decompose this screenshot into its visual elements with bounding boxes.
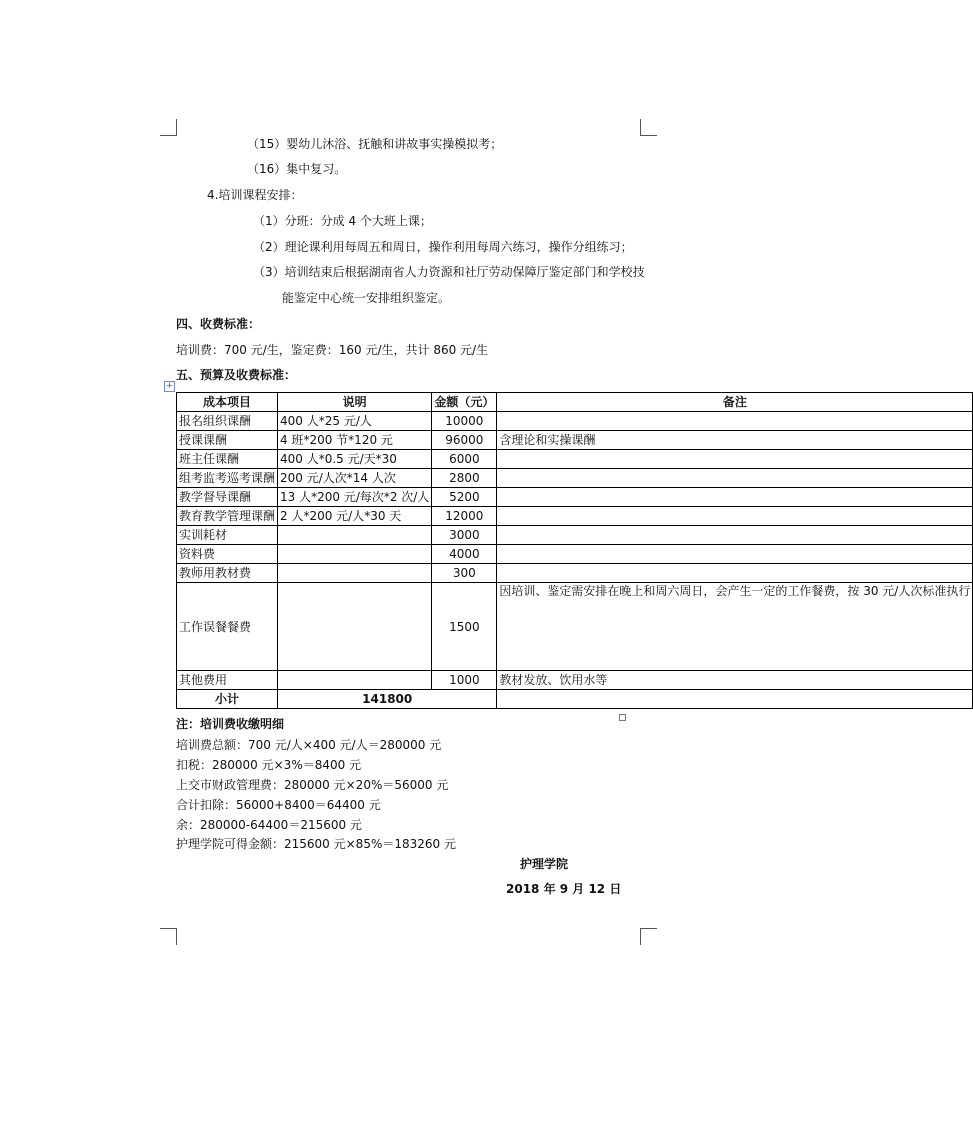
cell-desc: 13 人*200 元/每次*2 次/人 [278,488,432,507]
cell-amount: 5200 [432,488,497,507]
notes-line: 上交市财政管理费：280000 元×20%＝56000 元 [176,778,449,792]
table-row [177,507,973,526]
cell-amount: 4000 [432,545,497,564]
cell-note [497,545,973,564]
notes-line: 余：280000-64400＝215600 元 [176,818,362,832]
cell-amount: 96000 [432,431,497,450]
cell-amount: 300 [432,564,497,583]
table-row [177,450,973,469]
cell-note [497,564,973,583]
signature-org: 护理学院 [520,857,569,871]
notes-line: 培训费总额：700 元/人×400 元/人＝280000 元 [176,738,442,752]
cell-item: 实训耗材 [177,526,278,545]
cell-item: 教学督导课酬 [177,488,278,507]
cell-item: 资料费 [177,545,278,564]
cell-note [497,507,973,526]
table-header-row [177,393,973,412]
cell-desc [278,545,432,564]
crop-mark-top-left [160,119,177,136]
table-row [177,545,973,564]
cell-desc: 4 班*200 节*120 元 [278,431,432,450]
cell-item: 其他费用 [177,671,278,690]
cell-note: 含理论和实操课酬 [497,431,973,450]
cell-note: 因培训、鉴定需安排在晚上和周六周日，会产生一定的工作餐费，按 30 元/人次标准执行 [497,583,973,671]
cell-note [497,488,973,507]
cell-item: 教育教学管理课酬 [177,507,278,526]
cell-desc [278,583,432,671]
cell-note: 教材发放、饮用水等 [497,671,973,690]
cell-desc: 400 人*0.5 元/天*30 [278,450,432,469]
cell-item: 授课课酬 [177,431,278,450]
list-item-16: （16）集中复习。 [247,162,347,176]
table-row [177,526,973,545]
table-row [177,564,973,583]
resize-handle-icon[interactable] [619,714,626,721]
section-heading-fees: 四、收费标准： [176,317,261,331]
cell-item: 工作误餐餐费 [177,583,278,671]
cell-note [497,526,973,545]
header-item: 成本项目 [177,393,278,412]
cell-desc: 400 人*25 元/人 [278,412,432,431]
cell-amount: 1500 [432,583,497,671]
move-handle-icon[interactable]: + [165,381,174,391]
cell-amount: 6000 [432,450,497,469]
crop-mark-bottom-left [160,928,177,945]
cell-note [497,450,973,469]
cell-item: 班主任课酬 [177,450,278,469]
cell-desc [278,671,432,690]
table-row [177,488,973,507]
table-row [177,671,973,690]
cell-item: 组考监考巡考课酬 [177,469,278,488]
table-row [177,583,973,671]
crop-mark-top-right [640,119,657,136]
notes-line: 扣税：280000 元×3%＝8400 元 [176,758,362,772]
subtotal-label: 小计 [177,690,278,709]
schedule-item-1: （1）分班：分成 4 个大班上课； [253,214,432,228]
cell-amount: 3000 [432,526,497,545]
table-subtotal-row [177,690,973,709]
table-row [177,431,973,450]
cell-amount: 1000 [432,671,497,690]
section-heading-schedule: 4.培训课程安排： [207,188,303,202]
schedule-item-2: （2）理论课利用每周五和周日，操作利用每周六练习，操作分组练习； [253,240,633,254]
schedule-item-3-cont: 能鉴定中心统一安排组织鉴定。 [282,291,451,305]
cell-desc [278,526,432,545]
notes-line: 护理学院可得金额：215600 元×85%＝183260 元 [176,837,456,851]
table-row [177,469,973,488]
notes-line: 合计扣除：56000+8400＝64400 元 [176,798,381,812]
cell-note [497,412,973,431]
cell-amount: 12000 [432,507,497,526]
cell-item: 教师用教材费 [177,564,278,583]
section-heading-budget: 五、预算及收费标准： [176,368,297,382]
cell-desc: 200 元/人次*14 人次 [278,469,432,488]
cell-note [497,469,973,488]
list-item-15: （15）婴幼儿沐浴、抚触和讲故事实操模拟考； [247,137,503,151]
signature-date: 2018 年 9 月 12 日 [506,882,622,896]
subtotal-value: 141800 [278,690,497,709]
notes-title: 注：培训费收缴明细 [176,717,285,731]
table-row [177,412,973,431]
cell-item: 报名组织课酬 [177,412,278,431]
header-desc: 说明 [278,393,432,412]
cell-amount: 2800 [432,469,497,488]
cell-desc [278,564,432,583]
fee-summary: 培训费：700 元/生，鉴定费：160 元/生，共计 860 元/生 [176,343,489,357]
crop-mark-bottom-right [640,928,657,945]
schedule-item-3: （3）培训结束后根据湖南省人力资源和社厅劳动保障厅鉴定部门和学校技 [253,265,645,279]
header-note: 备注 [497,393,973,412]
subtotal-note [497,690,973,709]
cell-desc: 2 人*200 元/人*30 天 [278,507,432,526]
budget-table [176,392,973,709]
cell-amount: 10000 [432,412,497,431]
header-amount: 金额（元） [432,393,497,412]
